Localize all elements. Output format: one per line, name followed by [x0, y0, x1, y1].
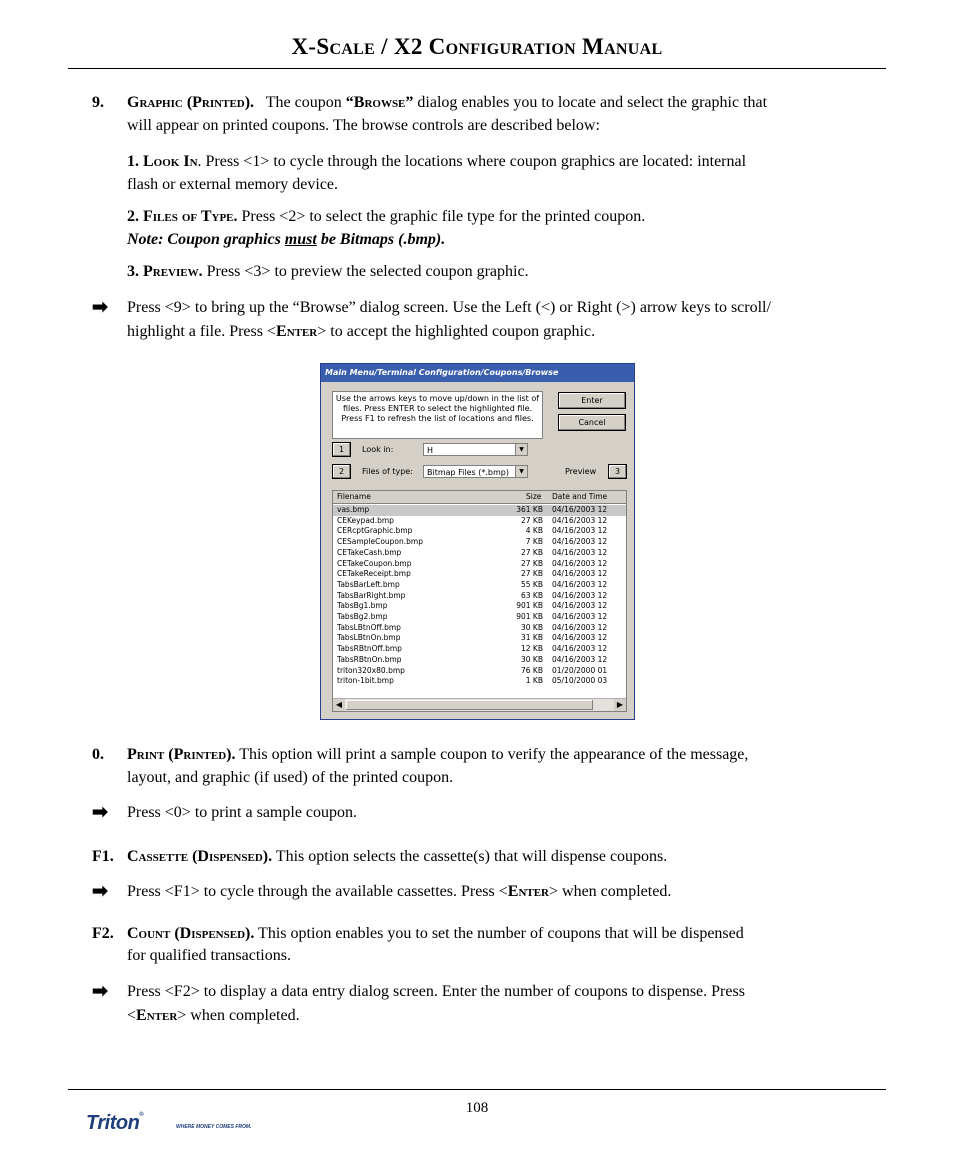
sub1-line1	[127, 150, 887, 173]
file-date: 04/16/2003 12	[552, 601, 608, 611]
file-date: 04/16/2003 12	[552, 547, 608, 557]
chevron-down-icon[interactable]: ▼	[515, 466, 527, 477]
file-date: 04/16/2003 12	[552, 579, 608, 589]
look-in-value: H	[427, 446, 434, 455]
file-date: 04/16/2003 12	[552, 515, 608, 525]
file-name: TabsBarLeft.bmp	[337, 579, 400, 589]
file-row[interactable]	[333, 601, 626, 612]
file-row[interactable]	[333, 526, 626, 537]
column-header-date[interactable]: Date and Time	[552, 492, 608, 501]
column-header-filename[interactable]: Filename	[337, 492, 371, 501]
file-size: 27 KB	[521, 569, 543, 579]
text: > to accept the highlighted coupon graphic.	[317, 323, 596, 340]
file-row[interactable]	[333, 580, 626, 591]
sub-label: Look In	[143, 153, 198, 170]
key-label: Enter	[507, 883, 549, 900]
file-date: 04/16/2003 12	[552, 622, 608, 632]
look-in-button[interactable]: 1	[332, 442, 351, 457]
file-size: 30 KB	[521, 622, 543, 632]
itemF1-line1	[127, 845, 887, 868]
itemF2-line2: for qualified transactions.	[127, 947, 291, 964]
file-list-header	[333, 491, 626, 504]
file-date: 04/16/2003 12	[552, 526, 608, 536]
stepF2-line2	[127, 1004, 300, 1027]
file-name: CETakeCash.bmp	[337, 547, 402, 557]
text: dialog enables you to locate and select the graphic that	[413, 94, 768, 111]
file-name: triton320x80.bmp	[337, 665, 405, 675]
text: Press <F1> to cycle through the available cassettes. Press <	[127, 883, 508, 900]
file-size: 12 KB	[521, 644, 543, 654]
file-row[interactable]	[333, 666, 626, 677]
instructions-box: Use the arrows keys to move up/down in the list of files. Press ENTER to select the highlighted file. Press F1 to refresh the list of locations and files.	[332, 391, 543, 439]
file-name: CEKeypad.bmp	[337, 515, 394, 525]
item-label: Count (Dispensed).	[127, 925, 255, 942]
item0-line1	[127, 743, 887, 766]
file-name: CESampleCoupon.bmp	[337, 537, 423, 547]
dialog-title-bar: Main Menu/Terminal Configuration/Coupons/Browse	[321, 364, 634, 382]
file-name: triton-1bit.bmp	[337, 676, 394, 686]
item-label: Cassette (Dispensed).	[127, 848, 273, 865]
text: Press <2> to select the graphic file type for the printed coupon.	[237, 208, 646, 225]
text: > when completed.	[177, 1007, 300, 1024]
file-name: TabsRBtnOn.bmp	[337, 654, 402, 664]
text: The coupon	[265, 94, 346, 111]
file-name: CETakeCoupon.bmp	[337, 558, 412, 568]
text: This option will print a sample coupon to verify the appearance of the message,	[235, 746, 749, 763]
item-label: Print (Printed).	[127, 746, 236, 763]
files-of-type-select[interactable]	[423, 465, 528, 478]
key-label: Enter	[136, 1007, 178, 1024]
step0-text: Press <0> to print a sample coupon.	[127, 804, 358, 821]
file-row[interactable]	[333, 548, 626, 559]
file-row[interactable]	[333, 505, 626, 516]
browse-label: “Browse”	[345, 94, 414, 111]
file-size: 7 KB	[525, 537, 543, 547]
text: be Bitmaps (.bmp).	[316, 231, 446, 248]
file-size: 1 KB	[525, 676, 543, 686]
file-date: 05/10/2000 03	[552, 676, 608, 686]
file-name: TabsBarRight.bmp	[337, 590, 406, 600]
file-date: 04/16/2003 12	[552, 633, 608, 643]
page-number: 108	[465, 1100, 489, 1116]
browse-dialog	[320, 363, 635, 720]
column-header-size[interactable]: Size	[526, 492, 542, 501]
file-size: 361 KB	[516, 505, 543, 514]
arrow-icon: ➡	[92, 981, 108, 1002]
file-name: TabsBg1.bmp	[337, 601, 388, 611]
file-row[interactable]	[333, 644, 626, 655]
file-row[interactable]	[333, 655, 626, 666]
logo-text: Triton	[86, 1112, 140, 1134]
step9-line1: Press <9> to bring up the “Browse” dialog screen. Use the Left (<) or Right (>) arrow keys to scroll/	[127, 299, 771, 316]
file-date: 04/16/2003 12	[552, 537, 608, 547]
sub1-line2: flash or external memory device.	[127, 176, 339, 193]
file-date: 01/20/2000 01	[552, 665, 608, 675]
text: <	[127, 1007, 137, 1024]
text: Press <3> to preview the selected coupon graphic.	[202, 263, 529, 280]
file-date: 04/16/2003 12	[552, 612, 608, 621]
chevron-down-icon[interactable]: ▼	[515, 444, 527, 455]
logo-tagline: WHERE MONEY COMES FROM.	[176, 1124, 252, 1130]
file-row[interactable]	[333, 537, 626, 548]
file-row[interactable]	[333, 516, 626, 527]
sub-label: Files of Type.	[143, 208, 238, 225]
file-name: vas.bmp	[337, 505, 370, 514]
step9-line2	[127, 320, 887, 343]
file-row[interactable]	[333, 591, 626, 602]
cancel-button[interactable]: Cancel	[558, 414, 626, 431]
header-rule	[68, 68, 886, 69]
itemF2-line1	[127, 922, 887, 945]
files-of-type-button[interactable]: 2	[332, 464, 351, 479]
footer-rule	[68, 1089, 886, 1090]
sub-number: 1.	[127, 153, 139, 170]
text: . Press <1> to cycle through the locations where coupon graphics are located: internal	[197, 153, 747, 170]
stepF1-text	[127, 880, 887, 903]
file-size: 901 KB	[516, 612, 543, 621]
files-of-type-value: Bitmap Files (*.bmp)	[427, 468, 509, 477]
sub-number: 2.	[127, 208, 139, 225]
sub2-line1	[127, 205, 887, 228]
file-row[interactable]	[333, 623, 626, 634]
text: This option selects the cassette(s) that will dispense coupons.	[272, 848, 668, 865]
arrow-icon: ➡	[92, 297, 108, 318]
file-date: 04/16/2003 12	[552, 505, 608, 514]
file-date: 04/16/2003 12	[552, 590, 608, 600]
file-list[interactable]	[332, 490, 627, 712]
file-size: 901 KB	[516, 601, 543, 611]
scroll-thumb[interactable]	[346, 700, 593, 710]
file-size: 27 KB	[521, 515, 543, 525]
file-size: 30 KB	[521, 654, 543, 664]
sub-label: Preview.	[143, 263, 203, 280]
item-label: Graphic (Printed).	[127, 94, 255, 111]
preview-label: Preview	[565, 467, 597, 476]
file-name: CERcptGraphic.bmp	[337, 526, 413, 536]
item-number: 9.	[92, 94, 104, 111]
page-title: X-Scale / X2 Configuration Manual	[291, 34, 663, 59]
file-row[interactable]	[333, 569, 626, 580]
file-row[interactable]	[333, 559, 626, 570]
arrow-icon: ➡	[92, 802, 108, 823]
scroll-right-icon[interactable]: ▶	[614, 699, 626, 711]
preview-button[interactable]: 3	[608, 464, 627, 479]
look-in-select[interactable]	[423, 443, 528, 456]
file-name: TabsRBtnOff.bmp	[337, 644, 402, 654]
file-row[interactable]	[333, 633, 626, 644]
item9-line2: will appear on printed coupons. The browse controls are described below:	[127, 117, 600, 134]
file-size: 4 KB	[525, 526, 543, 536]
text: Note: Coupon graphics	[127, 231, 285, 248]
file-size: 63 KB	[521, 590, 543, 600]
item-number: 0.	[92, 746, 104, 763]
triton-logo: Triton®	[86, 1112, 144, 1134]
file-name: TabsBg2.bmp	[337, 612, 388, 621]
file-size: 27 KB	[521, 558, 543, 568]
stepF2-line1: Press <F2> to display a data entry dialog screen. Enter the number of coupons to dispense. Press	[127, 983, 745, 1000]
scroll-left-icon[interactable]: ◀	[333, 699, 345, 711]
emphasis: must	[284, 231, 317, 248]
file-name: TabsLBtnOn.bmp	[337, 633, 401, 643]
item-number: F2.	[92, 925, 114, 942]
key-label: Enter	[276, 323, 318, 340]
files-of-type-label: Files of type:	[362, 467, 413, 476]
file-name: TabsLBtnOff.bmp	[337, 622, 401, 632]
item0-line2: layout, and graphic (if used) of the printed coupon.	[127, 769, 454, 786]
sub-number: 3.	[127, 263, 139, 280]
enter-button[interactable]: Enter	[558, 392, 626, 409]
item9-line1	[127, 91, 887, 114]
file-date: 04/16/2003 12	[552, 654, 608, 664]
item-number: F1.	[92, 848, 114, 865]
file-row[interactable]	[333, 676, 626, 687]
file-name: CETakeReceipt.bmp	[337, 569, 411, 579]
look-in-label: Look in:	[362, 445, 394, 454]
file-row[interactable]	[333, 612, 626, 623]
sub3-line1	[127, 260, 887, 283]
text: highlight a file. Press <	[127, 323, 277, 340]
text: This option enables you to set the number of coupons that will be dispensed	[254, 925, 744, 942]
file-date: 04/16/2003 12	[552, 644, 608, 654]
file-size: 27 KB	[521, 547, 543, 557]
file-size: 31 KB	[521, 633, 543, 643]
file-size: 55 KB	[521, 579, 543, 589]
arrow-icon: ➡	[92, 881, 108, 902]
file-date: 04/16/2003 12	[552, 569, 608, 579]
text: > when completed.	[549, 883, 672, 900]
horizontal-scrollbar[interactable]	[333, 698, 626, 711]
file-size: 76 KB	[521, 665, 543, 675]
sub2-note	[127, 228, 445, 251]
file-date: 04/16/2003 12	[552, 558, 608, 568]
